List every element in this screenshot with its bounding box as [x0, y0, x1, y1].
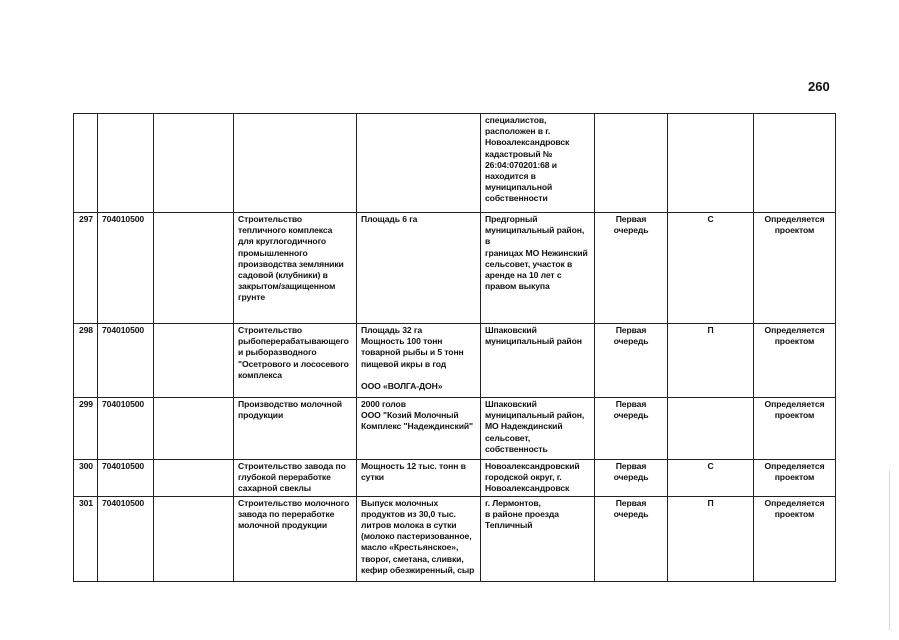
row-number: 298 [74, 324, 98, 398]
row-empty-cell [154, 324, 234, 398]
row-power: 2000 голов ООО "Козий Молочный Комплекс "Надеждинский" [357, 398, 481, 460]
row-power: Мощность 12 тыс. тонн в сутки [357, 460, 481, 497]
row-name: Строительство завода по глубокой переработке сахарной свеклы [234, 460, 357, 497]
table-row [74, 114, 836, 213]
page-number: 260 [808, 79, 830, 94]
row-number: 301 [74, 496, 98, 581]
projects-table [73, 113, 836, 582]
row-name: Строительство рыбоперерабатывающего и рыборазводного "Осетрового и лососевого комплекса [234, 324, 357, 398]
row-code: 704010500 [98, 324, 154, 398]
row-stage: Первая очередь [595, 213, 668, 324]
row-category: П [668, 496, 754, 581]
row-category: П [668, 324, 754, 398]
table-row [74, 460, 836, 497]
row-cost: Определяется проектом [754, 460, 836, 497]
row-location: Новоалександровский городской округ, г. Новоалександровск [481, 460, 595, 497]
table-row [74, 213, 836, 324]
row-cost: Определяется проектом [754, 496, 836, 581]
row-power [357, 114, 481, 213]
row-number [74, 114, 98, 213]
row-location: Предгорный муниципальный район, в границах МО Нежинский сельсовет, участок в аренде на 10 лет с правом выкупа [481, 213, 595, 324]
row-empty-cell [154, 114, 234, 213]
row-stage: Первая очередь [595, 324, 668, 398]
row-location: Шпаковский муниципальный район [481, 324, 595, 398]
row-number: 297 [74, 213, 98, 324]
table-row [74, 398, 836, 460]
row-name: Строительство тепличного комплекса для круглогодичного промышленного производства земляники садовой (клубники) в закрытом/защищенном грунте [234, 213, 357, 324]
row-power: Площадь 32 га Мощность 100 тонн товарной рыбы и 5 тонн пищевой икры в год ООО «ВОЛГА-ДОН» [357, 324, 481, 398]
row-stage: Первая очередь [595, 460, 668, 497]
table-row [74, 324, 836, 398]
row-code [98, 114, 154, 213]
row-stage: Первая очередь [595, 398, 668, 460]
row-category [668, 114, 754, 213]
row-cost [754, 114, 836, 213]
row-cost: Определяется проектом [754, 398, 836, 460]
row-code: 704010500 [98, 460, 154, 497]
row-cost: Определяется проектом [754, 324, 836, 398]
row-empty-cell [154, 460, 234, 497]
row-number: 300 [74, 460, 98, 497]
row-stage [595, 114, 668, 213]
row-category: С [668, 213, 754, 324]
scan-edge-line [889, 470, 890, 630]
row-category [668, 398, 754, 460]
row-stage: Первая очередь [595, 496, 668, 581]
row-name: Производство молочной продукции [234, 398, 357, 460]
row-name [234, 114, 357, 213]
row-cost: Определяется проектом [754, 213, 836, 324]
table-row [74, 496, 836, 581]
row-empty-cell [154, 496, 234, 581]
row-category: С [668, 460, 754, 497]
row-power: Выпуск молочных продуктов из 30,0 тыс. литров молока в сутки (молоко пастеризованное, масло «Крестьянское», творог, сметана, сливки, кефир обезжиренный, сыр [357, 496, 481, 581]
row-empty-cell [154, 398, 234, 460]
row-power: Площадь 6 га [357, 213, 481, 324]
row-location: Шпаковский муниципальный район, МО Надеждинский сельсовет, собственность [481, 398, 595, 460]
row-empty-cell [154, 213, 234, 324]
row-name: Строительство молочного завода по переработке молочной продукции [234, 496, 357, 581]
row-code: 704010500 [98, 213, 154, 324]
row-code: 704010500 [98, 398, 154, 460]
row-location: г. Лермонтов, в районе проезда Тепличный [481, 496, 595, 581]
row-code: 704010500 [98, 496, 154, 581]
row-location: специалистов, расположен в г. Новоалександровск кадастровый № 26:04:070201:68 и находится в муниципальной собственности [481, 114, 595, 213]
row-number: 299 [74, 398, 98, 460]
